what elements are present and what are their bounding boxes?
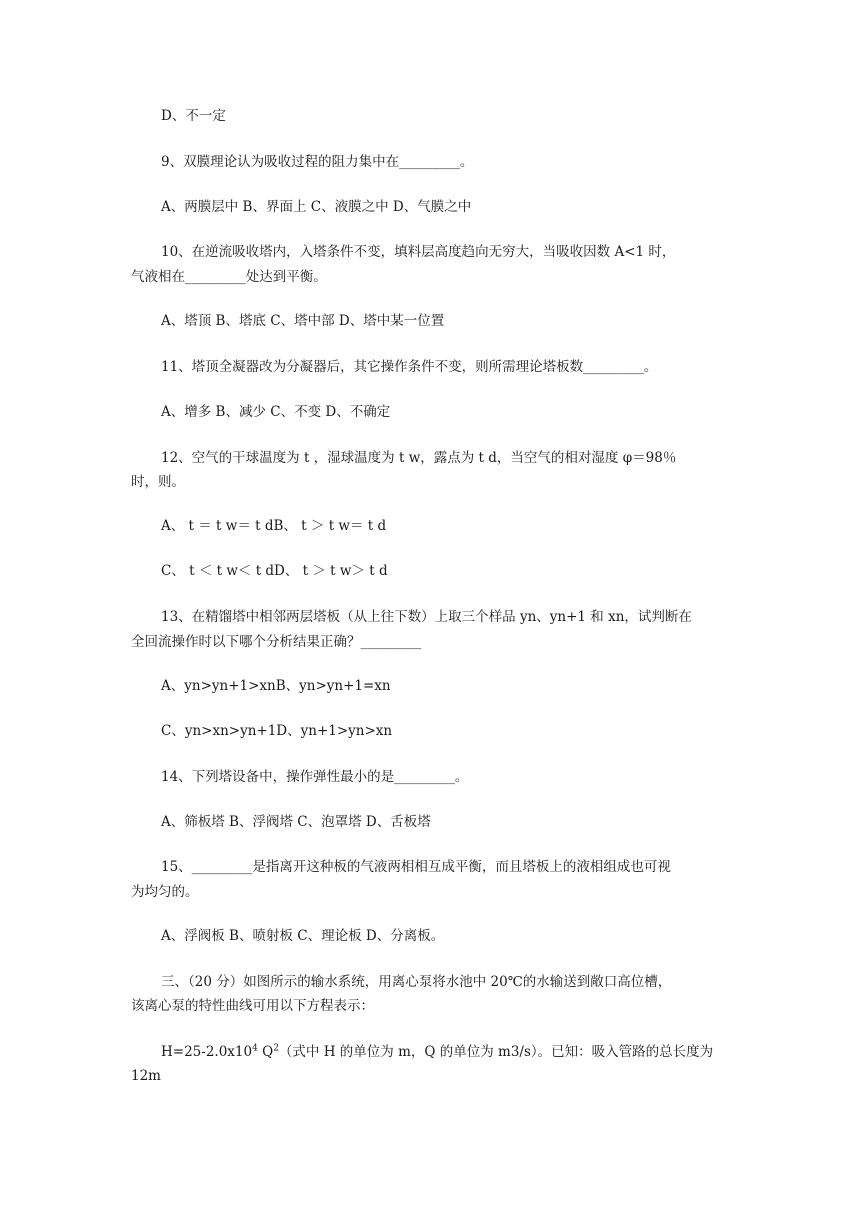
question-15: 15、_________是指离开这种板的气液两相相互成平衡，而且塔板上的液相组成也可视: [161, 859, 671, 875]
question-15-continued: 为均匀的。: [131, 884, 199, 900]
option-line: A、筛板塔 B、浮阀塔 C、泡罩塔 D、舌板塔: [161, 814, 431, 830]
question-13: 13、在精馏塔中相邻两层塔板（从上往下数）上取三个样品 yn、yn+1 和 xn，试判断在: [161, 609, 692, 625]
option-line: C、 t ＜ t w＜ t dD、 t ＞ t w＞ t d: [161, 563, 388, 579]
option-line: A、增多 B、减少 C、不变 D、不确定: [161, 404, 391, 420]
question-10: 10、在逆流吸收塔内，入塔条件不变，填料层高度趋向无穷大，当吸收因数 A<1 时，: [161, 244, 676, 260]
option-line: A、 t ＝ t w＝ t dB、 t ＞ t w＝ t d: [161, 518, 387, 534]
option-line: C、yn>xn>yn+1D、yn+1>yn>xn: [161, 723, 393, 739]
section-three-heading: 三、（20 分）如图所示的输水系统，用离心泵将水池中 20℃的水输送到敞口高位槽，: [161, 974, 672, 990]
equation-mid: Q: [257, 1044, 274, 1060]
equation-pre: H=25-2.0x10: [161, 1044, 253, 1060]
option-line: A、浮阀板 B、喷射板 C、理论板 D、分离板。: [161, 928, 445, 944]
option-line: A、塔顶 B、塔底 C、塔中部 D、塔中某一位置: [161, 313, 445, 329]
equation-exponent-2: 2: [273, 1043, 279, 1054]
equation-post: （式中 H 的单位为 m，Q 的单位为 m3/s）。已知：吸入管路的总长度为: [278, 1044, 714, 1060]
equation-line: [161, 1040, 771, 1064]
question-12: 12、空气的干球温度为 t ，湿球温度为 t w，露点为 t d，当空气的相对湿度 φ＝98％: [161, 450, 677, 466]
question-13-continued: 全回流操作时以下哪个分析结果正确？_________: [131, 634, 422, 650]
question-14: 14、下列塔设备中，操作弹性最小的是_________。: [161, 769, 469, 785]
option-line: A、yn>yn+1>xnB、yn>yn+1=xn: [161, 678, 391, 694]
option-line: A、两膜层中 B、界面上 C、液膜之中 D、气膜之中: [161, 199, 472, 215]
equation-continued: 12m: [131, 1068, 161, 1084]
question-10-continued: 气液相在_________处达到平衡。: [131, 269, 327, 285]
equation-exponent: 4: [252, 1043, 258, 1054]
option-line: D、不一定: [161, 108, 226, 124]
section-three-continued: 该离心泵的特性曲线可用以下方程表示：: [131, 998, 374, 1014]
question-12-continued: 时，则。: [131, 474, 185, 490]
question-9: 9、双膜理论认为吸收过程的阻力集中在_________。: [161, 154, 474, 170]
question-11: 11、塔顶全凝器改为分凝器后，其它操作条件不变，则所需理论塔板数_________。: [161, 359, 658, 375]
